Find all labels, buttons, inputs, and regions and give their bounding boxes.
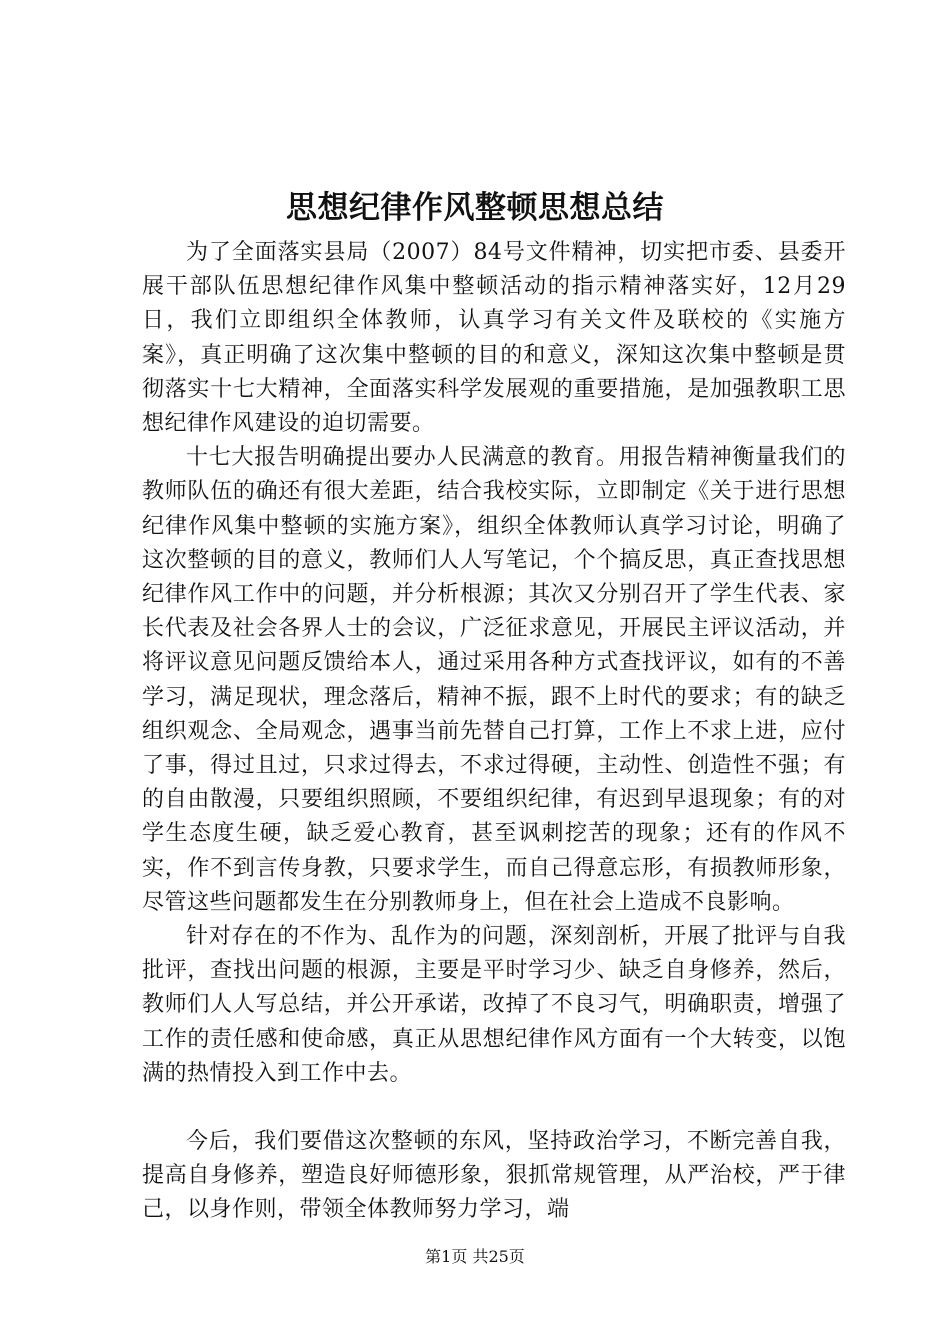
document-body bbox=[142, 236, 846, 1228]
paragraph-3: 针对存在的不作为、乱作为的问题，深刻剖析，开展了批评与自我批评，查找出问题的根源，主要是平时学习少、缺乏自身修养，然后，教师们人人写总结，并公开承诺，改掉了不良习气，明确职责，增强了工作的责任感和使命感，真正从思想纪律作风方面有一个大转变，以饱满的热情投入到工作中去。 bbox=[142, 924, 846, 1086]
page-footer: 第1页 共25页 bbox=[425, 1247, 525, 1266]
paragraph-1: 为了全面落实县局（2007）84号文件精神，切实把市委、县委开展干部队伍思想纪律作风集中整顿活动的指示精神落实好，12月29日，我们立即组织全体教师，认真学习有关文件及联校的《实施方案》，真正明确了这次集中整顿的目的和意义，深知这次集中整顿是贯彻落实十七大精神，全面落实科学发展观的重要措施，是加强教职工思想纪律作风建设的迫切需要。 bbox=[142, 240, 846, 437]
paragraph-2: 十七大报告明确提出要办人民满意的教育。用报告精神衡量我们的教师队伍的确还有很大差距，结合我校实际，立即制定《关于进行思想纪律作风集中整顿的实施方案》，组织全体教师认真学习讨论，明确了这次整顿的目的意义，教师们人人写笔记，个个搞反思，真正查找思想纪律作风工作中的问题，并分析根源；其次又分别召开了学生代表、家长代表及社会各界人士的会议，广泛征求意见，开展民主评议活动，并将评议意见问题反馈给本人，通过采用各种方式查找评议，如有的不善学习，满足现状，理念落后，精神不振，跟不上时代的要求；有的缺乏组织观念、全局观念，遇事当前先替自己打算，工作上不求上进，应付了事，得过且过，只求过得去，不求过得硬，主动性、创造性不强；有的自由散漫，只要组织照顾，不要组织纪律，有迟到早退现象；有的对学生态度生硬，缺乏爱心教育，甚至讽刺挖苦的现象；还有的作风不实，作不到言传身教，只要求学生，而自己得意忘形，有损教师形象，尽管这些问题都发生在分别教师身上，但在社会上造成不良影响。 bbox=[142, 445, 846, 915]
document-title: 思想纪律作风整顿思想总结 bbox=[286, 190, 664, 226]
paragraph-4: 今后，我们要借这次整顿的东风，坚持政治学习，不断完善自我，提高自身修养，塑造良好师德形象，狠抓常规管理，从严治校，严于律己，以身作则，带领全体教师努力学习，端 bbox=[142, 1129, 846, 1223]
